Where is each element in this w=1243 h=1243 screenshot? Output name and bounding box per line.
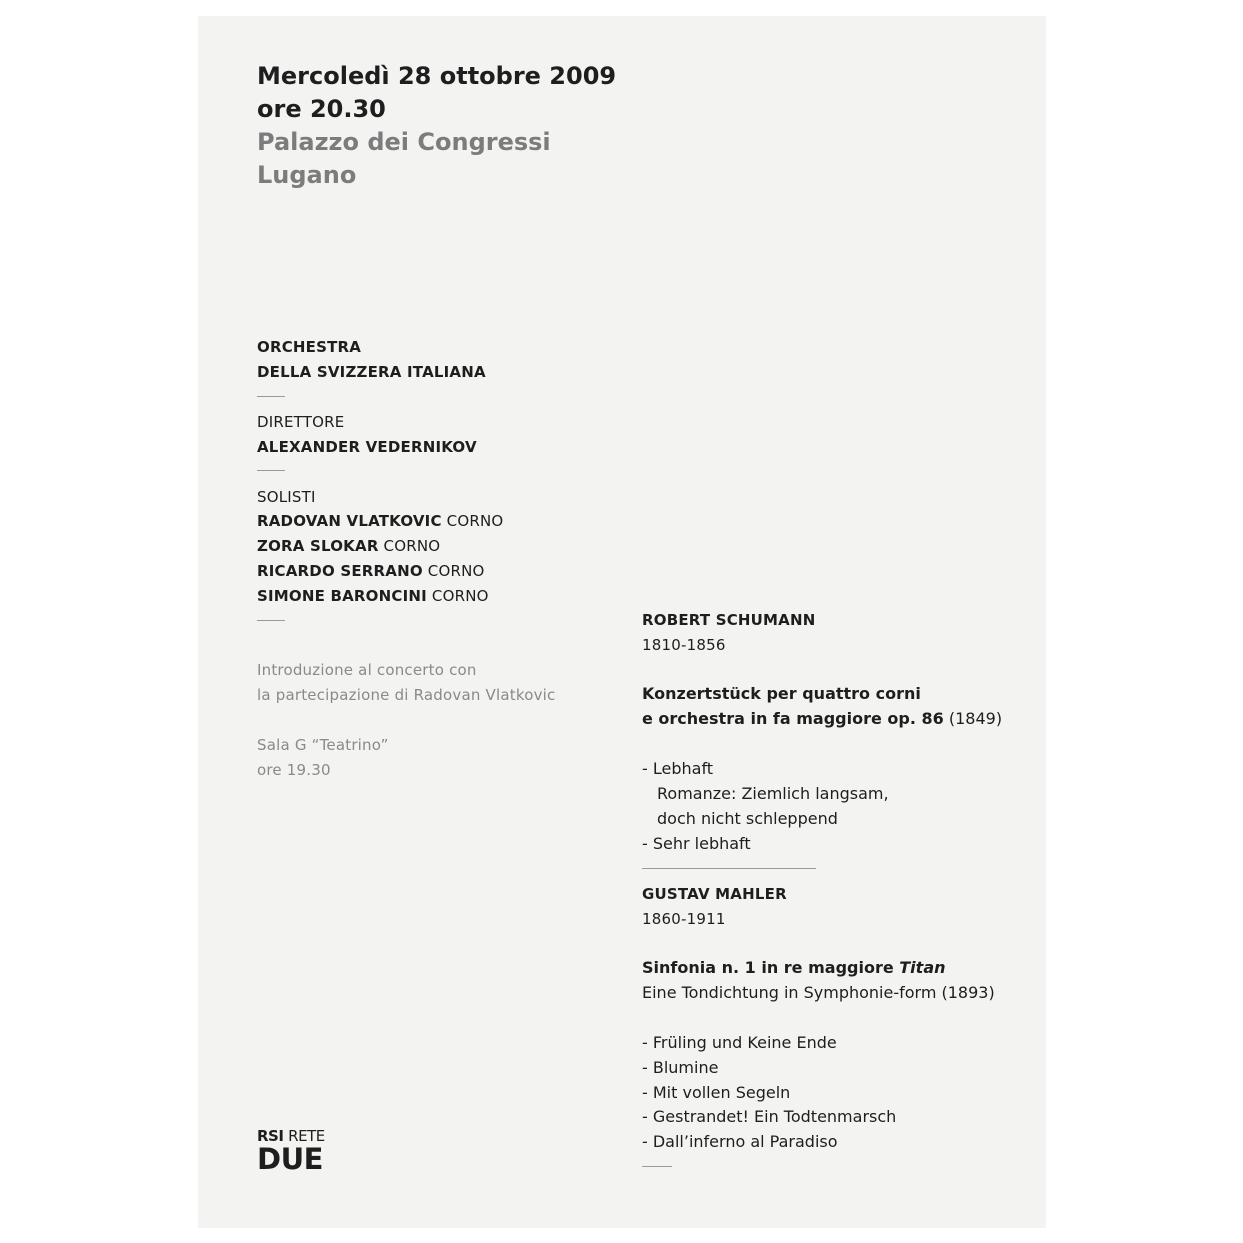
movement: - Blumine [642,1058,719,1077]
soloist-name: RADOVAN VLATKOVIC [257,512,442,530]
soloist-item [257,509,503,534]
movement: - Lebhaft [642,759,714,778]
composer-name: ROBERT SCHUMANN [642,611,816,629]
logo-rsi: RSI [257,1127,284,1145]
work-year: (1849) [948,709,1003,728]
director-name: ALEXANDER VEDERNIKOV [257,438,477,456]
intro-line2: la partecipazione di Radovan Vlatkovic [257,686,556,704]
movement: - Mit vollen Segeln [642,1083,791,1102]
soloist-name: ZORA SLOKAR [257,537,379,555]
rsi-rete-due-logo [257,1128,325,1174]
soloist-instrument: CORNO [427,562,485,580]
intro-time: ore 19.30 [257,761,331,779]
section-divider [642,868,816,869]
event-venue: Palazzo dei Congressi [257,128,551,156]
movement: - Gestrandet! Ein Todtenmarsch [642,1107,897,1126]
director-label: DIRETTORE [257,413,345,431]
composer-years: 1810-1856 [642,636,726,654]
intro-line1: Introduzione al concerto con [257,661,477,679]
soloist-instrument: CORNO [383,537,441,555]
logo-rete: RETE [288,1127,325,1145]
work-title [642,707,1002,732]
divider [257,396,285,397]
program-sheet [198,16,1046,1228]
orchestra-line1: ORCHESTRA [257,338,362,356]
intro-room: Sala G “Teatrino” [257,736,389,754]
soloist-instrument: CORNO [446,512,504,530]
divider [642,1166,672,1167]
divider [257,470,285,471]
work-title-line2: e orchestra in fa maggiore op. 86 [642,709,944,728]
movement: doch nicht schleppend [657,809,838,828]
event-date: Mercoledì 28 ottobre 2009 [257,62,617,90]
work-title [642,956,946,981]
work-title-main: Sinfonia n. 1 in re maggiore [642,958,900,977]
soloist-name: RICARDO SERRANO [257,562,423,580]
divider [257,620,285,621]
composer-years: 1860-1911 [642,910,726,928]
soloist-name: SIMONE BARONCINI [257,587,427,605]
soloist-instrument: CORNO [431,587,489,605]
soloist-item [257,584,489,609]
soloist-item [257,534,440,559]
event-city: Lugano [257,161,357,189]
work-title-italic: Titan [899,958,946,977]
work-subtitle: Eine Tondichtung in Symphonie-form (1893) [642,983,995,1002]
composer-name: GUSTAV MAHLER [642,885,787,903]
movement: - Sehr lebhaft [642,834,751,853]
event-time: ore 20.30 [257,95,386,123]
work-title: Konzertstück per quattro corni [642,684,921,703]
orchestra-line2: DELLA SVIZZERA ITALIANA [257,363,486,381]
movement: Romanze: Ziemlich langsam, [657,784,889,803]
movement: - Früling und Keine Ende [642,1033,837,1052]
logo-due: DUE [257,1142,323,1176]
soloist-item [257,559,485,584]
movement: - Dall’inferno al Paradiso [642,1132,838,1151]
soloists-label: SOLISTI [257,488,316,506]
